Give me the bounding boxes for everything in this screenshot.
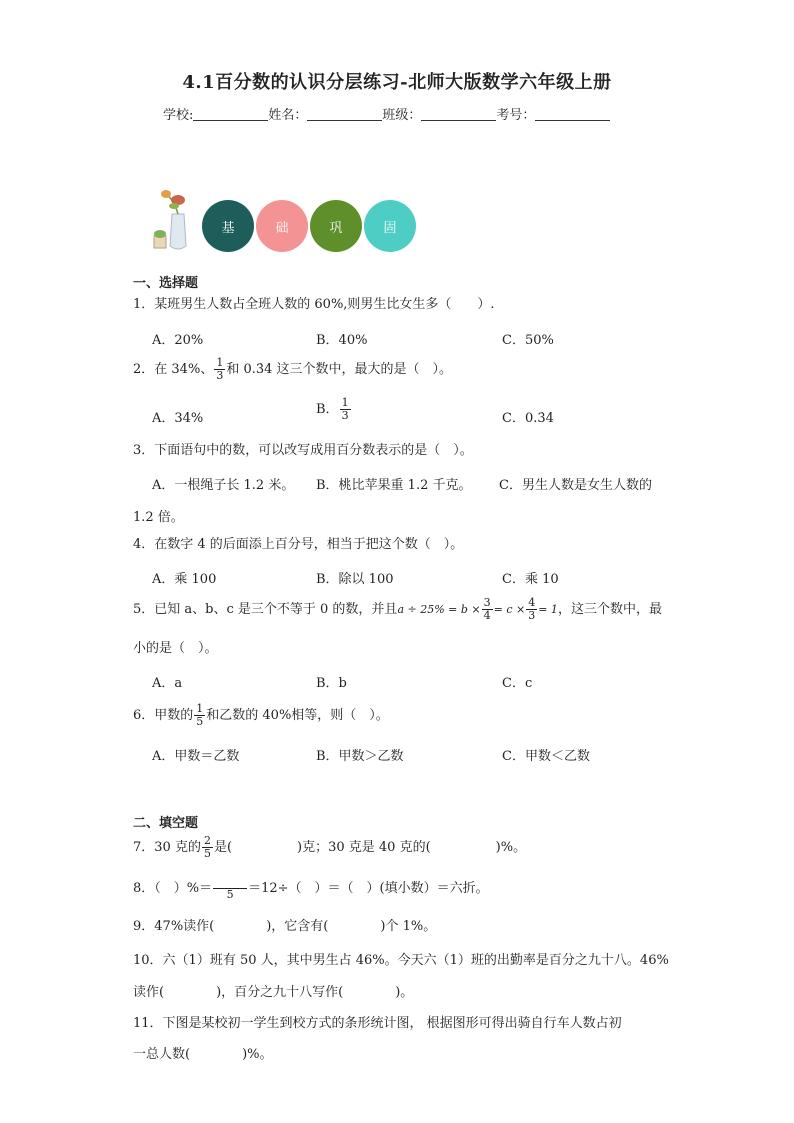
q6-fraction: $\frac{1}{5}$ — [196, 702, 204, 728]
q2-option-c[interactable]: C．0.3̇4̇ — [502, 411, 554, 426]
plant-vase-icon — [152, 186, 198, 252]
school-label: 学校: — [163, 108, 194, 123]
q4-option-a[interactable]: A．乘 100 — [152, 572, 217, 587]
question-11-line-2: 一总人数( )%。 — [133, 1047, 273, 1062]
q5-option-b[interactable]: B．b — [316, 676, 347, 691]
q5-option-a[interactable]: A．a — [152, 676, 183, 691]
question-8: 8．（ ）%＝ 5 ＝12÷（ ）＝（ ）(填小数）＝六折。 — [133, 876, 489, 901]
school-blank[interactable] — [193, 107, 268, 121]
question-1: 1．某班男生人数占全班人数的 60%,则男生比女生多（ ）. — [133, 297, 495, 312]
q1-option-a[interactable]: A．20% — [152, 333, 204, 348]
q1-option-c[interactable]: C．50% — [502, 333, 554, 348]
question-2 — [133, 357, 452, 382]
exam-no-label: 考号： — [496, 108, 536, 123]
question-4: 4．在数字 4 的后面添上百分号，相当于把这个数（ ）。 — [133, 537, 464, 552]
q2-b-fraction: $\frac{1}{3}$ — [341, 396, 349, 422]
q3-option-c[interactable]: C．男生人数是女生人数的 — [499, 478, 652, 493]
section-2-title: 二、填空题 — [133, 816, 199, 831]
question-7: 7．30 克的 $\frac{2}{5}$ 是( )克；30 克是 40 克的( )%。 — [133, 834, 527, 860]
q3-option-b[interactable]: B．桃比苹果重 1.2 千克。 — [316, 478, 472, 493]
question-5-cont: 小的是（ ）。 — [133, 641, 218, 656]
page-title: 4.1百分数的认识分层练习-北师大版数学六年级上册 — [182, 72, 612, 93]
question-10-line-2: 读作( )，百分之九十八写作( )。 — [133, 985, 414, 1000]
q5-fraction-1: $\frac{3}{4}$ — [483, 596, 491, 622]
q6-option-c[interactable]: C．甲数＜乙数 — [502, 749, 590, 764]
exam-no-blank[interactable] — [535, 107, 610, 121]
question-6: 6．甲数的 $\frac{1}{5}$ 和乙数的 40%相等，则（ ）。 — [133, 702, 389, 728]
q2-mid: 和 0.3̇4̇ 这三个数中，最大的是（ ）。 — [226, 362, 453, 377]
q3-option-a[interactable]: A．一根绳子长 1.2 米。 — [152, 478, 295, 493]
q8-fraction: 5 — [213, 876, 247, 901]
section-1-title: 一、选择题 — [133, 276, 199, 291]
class-blank[interactable] — [421, 107, 496, 121]
question-9: 9．47%读作( )，它含有( )个 1%。 — [133, 919, 437, 934]
q6-option-a[interactable]: A．甲数＝乙数 — [152, 749, 240, 764]
q2-pre: 2．在 34%、 — [133, 362, 214, 377]
q3-option-c-cont: 1.2 倍。 — [133, 510, 184, 525]
q2-fraction: $\frac{1}{3}$ — [216, 356, 224, 382]
q6-option-b[interactable]: B．甲数＞乙数 — [316, 749, 404, 764]
q7-fraction: $\frac{2}{5}$ — [203, 834, 211, 860]
banner-char-3: 巩 — [310, 200, 362, 252]
q4-option-b[interactable]: B．除以 100 — [316, 572, 394, 587]
student-info-line — [163, 104, 610, 123]
question-11-line-1: 11．下图是某校初一学生到校方式的条形统计图， 根据图形可得出骑自行车人数占初 — [133, 1016, 622, 1031]
q5-fraction-2: $\frac{4}{3}$ — [528, 596, 536, 622]
class-label: 班级： — [382, 108, 422, 123]
name-label: 姓名： — [268, 108, 308, 123]
question-10-line-1: 10．六（1）班有 50 人，其中男生占 46%。今天六（1）班的出勤率是百分之九十八。46% — [133, 953, 669, 968]
banner-char-4: 固 — [364, 200, 416, 252]
banner-char-2: 础 — [256, 200, 308, 252]
question-3: 3．下面语句中的数，可以改写成用百分数表示的是（ ）。 — [133, 443, 473, 458]
q2-option-a[interactable]: A．34% — [152, 411, 204, 426]
name-blank[interactable] — [307, 107, 382, 121]
banner-char-1: 基 — [202, 200, 254, 252]
q4-option-c[interactable]: C．乘 10 — [502, 572, 559, 587]
q5-option-c[interactable]: C．c — [502, 676, 533, 691]
question-5: 5．已知 a、b、c 是三个不等于 0 的数，并且a ÷ 25% = b × $\frac{3}{4}$ = c × $\frac{4}{3}$ = 1，这三个数中，最 — [133, 596, 662, 622]
q1-option-b[interactable]: B．40% — [316, 333, 368, 348]
q2-option-b[interactable]: B． $\frac{1}{3}$ — [316, 396, 349, 422]
